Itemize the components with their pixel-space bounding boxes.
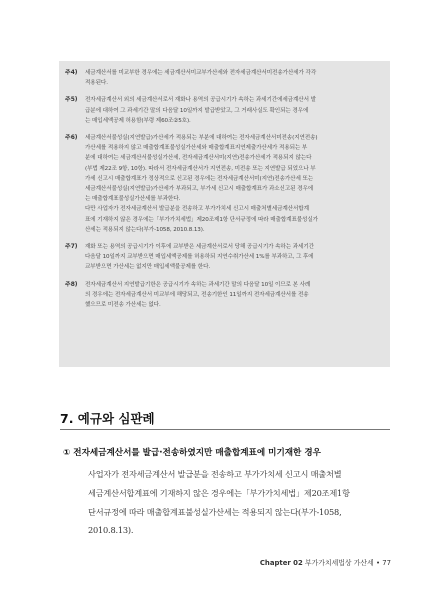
footer-title: 부가가치세법상 가산세 xyxy=(304,559,374,567)
note-item xyxy=(65,95,384,126)
page-number: 77 xyxy=(382,559,391,567)
note-marker: 주6) xyxy=(65,135,78,142)
note-line: 표에 기재하지 않은 경우에는「부가가치세법」제20조제1항 단서규정에 따라 매출합계표불성실가 xyxy=(85,216,318,223)
section-title: 7. 예규와 심판례 xyxy=(60,411,155,426)
case-body xyxy=(88,465,393,540)
note-line: 다만 사업자가 전자세금계산서 발급분을 전송하고 부가가치세 신고시 매출처별세금계산서합계 xyxy=(85,206,309,213)
section-heading xyxy=(60,408,390,426)
note-line: 전자세금계산서 외의 세금계산서로서 재화나 용역의 공급시기가 속하는 과세기간에세금계산서 발 xyxy=(85,97,316,104)
note-item xyxy=(65,280,384,311)
note-line: 는 매입세액공제 허용함(부령 제60조②5호). xyxy=(85,117,191,124)
case-line: 사업자가 전자세금계산서 발급분을 전송하고 부가가치세 신고시 매출처별 xyxy=(88,469,342,479)
note-line: 산세는 적용되지 않는다(부가-1058, 2010.8.13). xyxy=(85,226,205,233)
footer-separator: • xyxy=(375,559,381,567)
note-line: 교부받으면 가산세는 없지만 매입세액불공제를 한다. xyxy=(85,264,211,271)
case-heading: ① 전자세금계산서를 발급·전송하였지만 매출합계표에 미기재한 경우 xyxy=(63,448,321,458)
note-line: 의 경우에는 전자세금계산서 미교부에 해당되고, 전송기한인 11일까지 전자세금계산서를 전송 xyxy=(85,291,309,298)
note-line: 세금계산서불성실(지연발급)가산세가 부과되고, 부가세 신고시 매출합계표가 과소신고된 경우에 xyxy=(85,186,314,193)
note-text xyxy=(85,242,384,273)
note-line: 분에 대하여는 세금계산서불성실가산세, 전자세금계산서미(지연)전송가산세가 적용되지 않는다 xyxy=(85,155,312,162)
note-text xyxy=(85,68,384,88)
case-line: 2010.8.13). xyxy=(88,525,134,536)
note-line: 세금계산서를 미교부한 경우에는 세금계산서미교부가산세와 전자세금계산서미전송가산세가 각각 xyxy=(85,70,317,76)
note-line: 다음달 10일까지 교부받으면 매입세액공제를 허용하되 지연수취가산세 1%를 부과하고, 그 후에 xyxy=(85,254,314,261)
note-line: 급분에 대하여 그 과세기간 말의 다음달 10일까지 발급받았고, 그 거래사실도 확인되는 경우에 xyxy=(85,107,309,114)
note-marker: 주7) xyxy=(65,244,78,251)
note-line: 가산세를 적용하지 않고 매출합계표불성실가산세와 매출합계표지연제출가산세가 적용되는 부 xyxy=(85,145,308,152)
section-divider xyxy=(60,429,390,430)
note-marker: 주8) xyxy=(65,281,78,288)
note-line: 는 매출합계표불성실가산세를 부과한다. xyxy=(85,196,181,203)
note-text xyxy=(85,280,384,311)
notes-box xyxy=(59,61,390,367)
page-footer xyxy=(260,557,391,567)
note-marker: 주5) xyxy=(65,97,78,104)
footer-chapter: Chapter 02 xyxy=(259,559,303,567)
note-item xyxy=(65,133,384,235)
case-line: 세금계산서합계표에 기재하지 않은 경우에는「부가가치세법」제20조제1항 xyxy=(88,487,350,498)
note-line: 재화 또는 용역의 공급시기가 이후에 교부받은 세금계산서로서 당해 공급시기가 속하는 과세기간 xyxy=(85,244,314,251)
note-line: 했으므로 미전송 가산세는 없다. xyxy=(85,302,161,309)
note-marker: 주4) xyxy=(65,70,78,76)
note-line: 적용된다. xyxy=(85,80,108,87)
note-text xyxy=(85,133,384,235)
note-item xyxy=(65,68,384,88)
note-item xyxy=(65,242,384,273)
note-text xyxy=(85,95,384,126)
note-line: 가세 신고시 매출합계표가 정상적으로 신고된 경우에는 전자세금계산서미(지연)전송가산세 또는 xyxy=(85,175,314,182)
note-line: 세금계산서불성실(지연발급)가산세가 적용되는 부분에 대하여는 전자세금계산서미전송(지연전송) xyxy=(85,135,318,142)
note-line: 전자세금계산서 지연발급기한은 공급시기가 속하는 과세기간 말의 다음달 10일 이므로 본 사례 xyxy=(85,281,311,288)
note-line: (부법 제22조 9항, 10항). 따라서 전자세금계산서가 지연전송, 미전송 또는 지연발급 되었으나 부 xyxy=(85,165,316,172)
case-line: 단서규정에 따라 매출합계표불성실가산세는 적용되지 않는다(부가-1058, xyxy=(88,506,342,517)
